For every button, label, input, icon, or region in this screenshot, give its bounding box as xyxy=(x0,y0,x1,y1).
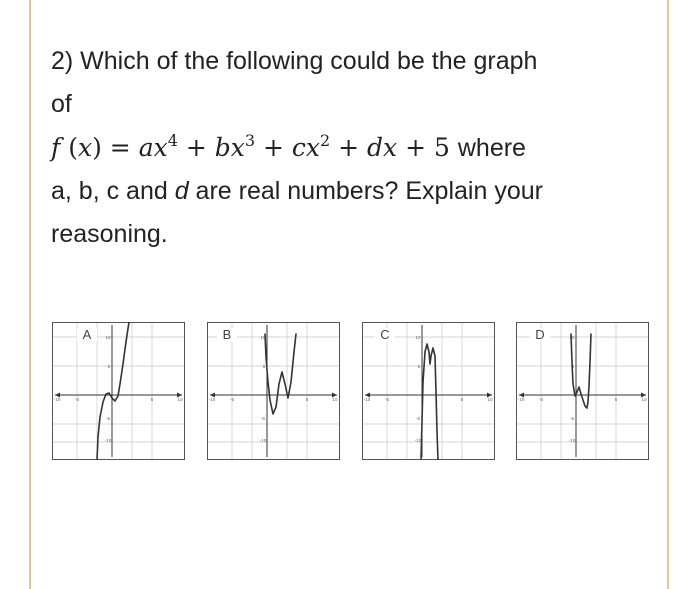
x-tick-neg-5: -5 xyxy=(538,397,544,402)
y-tick-5: 5 xyxy=(262,364,266,369)
x-tick-10: 10 xyxy=(332,397,338,402)
function-formula: f $(x) = ax^4 + bx^3 + cx^2$ + dx + 5 xyxy=(51,131,450,162)
x-tick-neg-10: -10 xyxy=(208,397,216,402)
y-tick-5: 5 xyxy=(571,364,575,369)
variable-d: d xyxy=(174,177,189,205)
graph-label: C xyxy=(375,328,395,342)
y-tick-10: 10 xyxy=(260,335,266,340)
y-tick-10: 10 xyxy=(105,335,111,340)
graph-label: A xyxy=(77,328,97,342)
y-tick-neg-10: -10 xyxy=(104,438,112,443)
graph-svg xyxy=(52,322,185,460)
y-tick-neg-5: -5 xyxy=(105,416,111,421)
where-word: where xyxy=(457,134,526,162)
y-tick-neg-10: -10 xyxy=(568,438,576,443)
x-tick-neg-5: -5 xyxy=(229,397,235,402)
graph-svg xyxy=(516,322,649,460)
question-line-4-rest: are real numbers? Explain your xyxy=(188,177,543,205)
x-tick-neg-5: -5 xyxy=(384,397,390,402)
right-margin-rule xyxy=(667,0,669,589)
graph-option-d xyxy=(516,322,649,460)
graph-option-c xyxy=(362,322,495,460)
left-margin-rule xyxy=(29,0,31,589)
graph-option-b xyxy=(207,322,340,460)
graph-label: B xyxy=(217,328,237,342)
x-tick-10: 10 xyxy=(177,397,183,402)
question-line-5: reasoning. xyxy=(51,220,168,248)
x-tick-neg-10: -10 xyxy=(363,397,371,402)
x-tick-5: 5 xyxy=(305,397,309,402)
question-text xyxy=(51,40,651,256)
graph-frame xyxy=(517,323,649,460)
graph-option-a xyxy=(52,322,185,460)
y-tick-neg-5: -5 xyxy=(415,416,421,421)
y-tick-neg-5: -5 xyxy=(260,416,266,421)
x-tick-neg-10: -10 xyxy=(53,397,61,402)
x-tick-5: 5 xyxy=(460,397,464,402)
x-tick-neg-10: -10 xyxy=(517,397,525,402)
y-tick-5: 5 xyxy=(417,364,421,369)
question-line-1: 2) Which of the following could be the graph xyxy=(51,47,538,75)
y-tick-neg-5: -5 xyxy=(569,416,575,421)
y-tick-neg-10: -10 xyxy=(259,438,267,443)
y-tick-10: 10 xyxy=(569,335,575,340)
y-tick-10: 10 xyxy=(415,335,421,340)
x-tick-10: 10 xyxy=(641,397,647,402)
y-tick-neg-10: -10 xyxy=(414,438,422,443)
x-tick-5: 5 xyxy=(150,397,154,402)
question-line-2: of xyxy=(51,90,72,118)
variables-abc: a, b, c xyxy=(51,177,120,205)
graph-svg xyxy=(362,322,495,460)
graph-frame xyxy=(208,323,340,460)
x-tick-neg-5: -5 xyxy=(74,397,80,402)
and-word: and xyxy=(119,177,175,205)
question-line-4 xyxy=(51,170,651,213)
graph-label: D xyxy=(530,328,550,342)
y-tick-5: 5 xyxy=(107,364,111,369)
question-line-3 xyxy=(51,126,651,170)
graph-svg xyxy=(207,322,340,460)
x-tick-10: 10 xyxy=(487,397,493,402)
graph-frame xyxy=(363,323,495,460)
x-tick-5: 5 xyxy=(614,397,618,402)
